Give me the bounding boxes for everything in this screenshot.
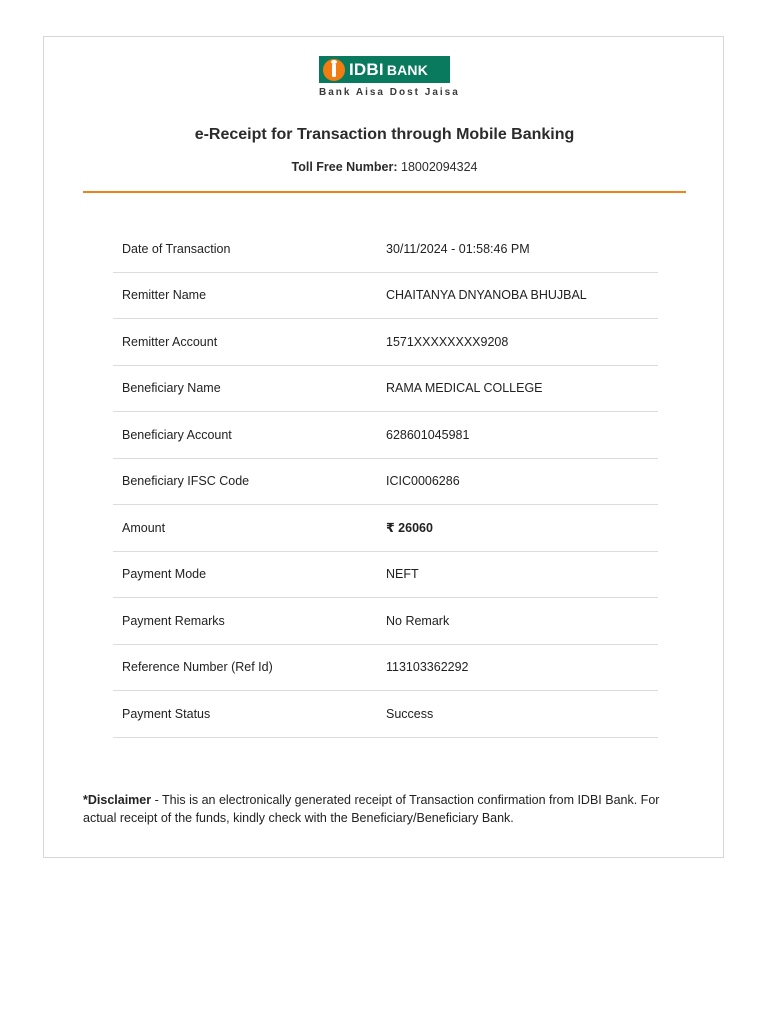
row-value: 1571XXXXXXXX9208 [386, 334, 509, 349]
row-label: Reference Number (Ref Id) [122, 660, 273, 675]
transaction-details-table [113, 226, 658, 738]
row-label: Remitter Account [122, 334, 218, 349]
logo-wordmark: IDBI BANK [349, 59, 429, 79]
receipt-card [43, 36, 724, 858]
row-label: Beneficiary Name [122, 381, 221, 396]
row-value: NEFT [386, 567, 419, 582]
table-row [113, 505, 658, 552]
row-label: Amount [122, 520, 166, 535]
row-value: 113103362292 [386, 660, 469, 675]
row-label: Beneficiary Account [122, 427, 232, 442]
disclaimer-text: - This is an electronically generated receipt of Transaction confirmation from IDBI Bank. For actual receipt of the funds, kindly check with the Beneficiary/Beneficiary Bank. [83, 793, 660, 825]
row-value: No Remark [386, 613, 450, 628]
row-value: CHAITANYA DNYANOBA BHUJBAL [386, 288, 587, 303]
table-row [113, 459, 658, 506]
table-row [113, 412, 658, 459]
row-value: RAMA MEDICAL COLLEGE [386, 381, 543, 396]
row-value: 628601045981 [386, 427, 470, 442]
disclaimer-label: *Disclaimer [83, 793, 152, 807]
row-value: 30/11/2024 - 01:58:46 PM [386, 241, 530, 256]
row-label: Payment Remarks [122, 613, 225, 628]
table-row [113, 645, 658, 692]
table-row [113, 226, 658, 273]
row-label: Payment Mode [122, 567, 207, 582]
toll-free-value: 18002094324 [401, 160, 478, 174]
table-row [113, 691, 658, 738]
bank-tagline: Bank Aisa Dost Jaisa [319, 87, 460, 98]
disclaimer [83, 791, 693, 827]
idbi-emblem-icon [323, 59, 345, 81]
toll-free-label: Toll Free Number: [291, 160, 398, 174]
idbi-bank-logo [319, 56, 460, 102]
table-row [113, 552, 658, 599]
row-label: Remitter Name [122, 288, 207, 303]
table-row [113, 319, 658, 366]
header-divider [83, 191, 686, 193]
amount-value: ₹ 26060 [386, 521, 433, 536]
table-row [113, 598, 658, 645]
logo-badge [319, 56, 450, 83]
row-label: Date of Transaction [122, 241, 231, 256]
row-label: Beneficiary IFSC Code [122, 474, 250, 489]
row-label: Payment Status [122, 706, 211, 721]
table-row [113, 273, 658, 320]
row-value: Success [386, 706, 434, 721]
toll-free-number [44, 160, 725, 174]
receipt-title: e-Receipt for Transaction through Mobile Banking [194, 126, 575, 143]
row-value: ICIC0006286 [386, 474, 460, 489]
table-row [113, 366, 658, 413]
